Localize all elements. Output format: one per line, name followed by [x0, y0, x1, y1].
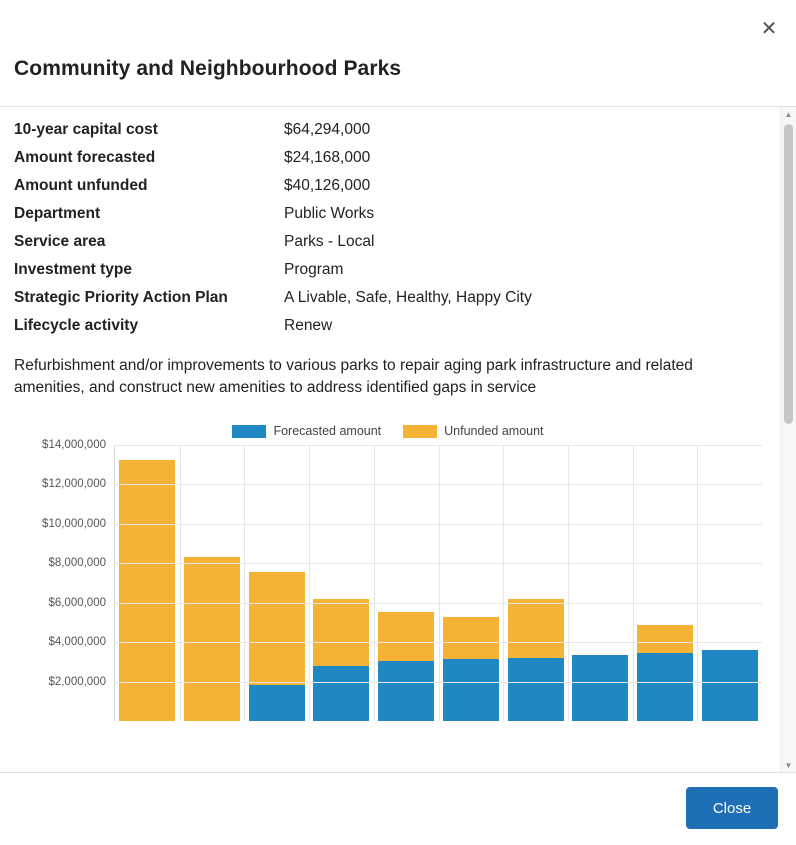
- bar-segment-forecasted: [702, 650, 758, 721]
- bar-segment-unfunded: [508, 599, 564, 657]
- bar-segment-forecasted: [508, 658, 564, 721]
- y-axis: [14, 439, 114, 721]
- table-row: [14, 205, 532, 233]
- table-row: [14, 261, 532, 289]
- y-tick-label: $6,000,000: [48, 596, 106, 609]
- table-row: [14, 233, 532, 261]
- scrollbar-thumb[interactable]: [784, 124, 793, 424]
- vertical-scrollbar[interactable]: [780, 107, 796, 773]
- detail-label: Amount unfunded: [14, 177, 148, 194]
- detail-value: $40,126,000: [284, 177, 371, 194]
- detail-label: Amount forecasted: [14, 149, 156, 166]
- legend-label-unfunded: Unfunded amount: [444, 424, 544, 438]
- details-table: [14, 121, 532, 345]
- bar-slot: [244, 445, 309, 721]
- vertical-gridline: [633, 445, 634, 721]
- table-row: [14, 317, 532, 345]
- stacked-bar[interactable]: [249, 572, 305, 721]
- bar-slot: [568, 445, 633, 721]
- bar-segment-unfunded: [184, 557, 240, 721]
- y-tick-label: $12,000,000: [42, 478, 106, 491]
- table-row: [14, 149, 532, 177]
- chart-legend: [14, 421, 762, 441]
- detail-value: $64,294,000: [284, 121, 371, 138]
- vertical-gridline: [568, 445, 569, 721]
- legend-label-forecasted: Forecasted amount: [273, 424, 382, 438]
- stacked-bar[interactable]: [637, 625, 693, 721]
- detail-value: Parks - Local: [284, 233, 375, 250]
- bar-slot: [309, 445, 374, 721]
- close-icon[interactable]: ✕: [756, 16, 782, 42]
- legend-swatch-forecasted: [232, 425, 266, 438]
- bar-segment-unfunded: [443, 617, 499, 659]
- stacked-bar[interactable]: [702, 650, 758, 721]
- description-text: Refurbishment and/or improvements to various parks to repair aging park infrastructure and related amenities, and construct new amenities to address identified gaps in service: [14, 357, 693, 396]
- y-tick-label: $8,000,000: [48, 557, 106, 570]
- detail-label: Lifecycle activity: [14, 317, 139, 334]
- vertical-gridline: [309, 445, 310, 721]
- detail-value: A Livable, Safe, Healthy, Happy City: [284, 289, 532, 306]
- close-button[interactable]: Close: [686, 787, 778, 829]
- stacked-bar[interactable]: [443, 617, 499, 721]
- y-tick-label: $2,000,000: [48, 675, 106, 688]
- bar-segment-unfunded: [637, 625, 693, 653]
- detail-value: Public Works: [284, 205, 375, 222]
- bar-slot: [633, 445, 698, 721]
- legend-item-unfunded: [403, 424, 543, 438]
- bar-segment-unfunded: [313, 599, 369, 666]
- detail-label: Department: [14, 205, 101, 222]
- stacked-bar[interactable]: [184, 557, 240, 721]
- y-tick-label: $14,000,000: [42, 439, 106, 451]
- bar-segment-forecasted: [572, 655, 628, 721]
- vertical-gridline: [439, 445, 440, 721]
- bar-slot: [439, 445, 504, 721]
- modal-body: [0, 107, 796, 773]
- stacked-bar[interactable]: [313, 599, 369, 721]
- capital-cost-chart: [14, 421, 762, 751]
- bar-slot: [180, 445, 245, 721]
- vertical-gridline: [697, 445, 698, 721]
- bar-slot: [374, 445, 439, 721]
- detail-label: Strategic Priority Action Plan: [14, 289, 228, 306]
- bar-segment-forecasted: [313, 666, 369, 721]
- y-tick-label: $10,000,000: [42, 517, 106, 530]
- bar-segment-forecasted: [637, 653, 693, 721]
- scroll-down-icon[interactable]: ▼: [784, 761, 793, 770]
- stacked-bar[interactable]: [572, 655, 628, 721]
- detail-value: Program: [284, 261, 344, 278]
- detail-label: Investment type: [14, 261, 133, 278]
- vertical-gridline: [503, 445, 504, 721]
- vertical-gridline: [180, 445, 181, 721]
- y-tick-label: $4,000,000: [48, 636, 106, 649]
- detail-value: Renew: [284, 317, 333, 334]
- plot-area: [114, 445, 762, 721]
- bar-segment-unfunded: [378, 612, 434, 661]
- vertical-gridline: [244, 445, 245, 721]
- chart-plot: [14, 439, 762, 745]
- scroll-up-icon[interactable]: ▲: [784, 110, 793, 119]
- detail-label: 10-year capital cost: [14, 121, 158, 138]
- legend-item-forecasted: [232, 424, 381, 438]
- modal-footer: [0, 773, 796, 845]
- detail-label: Service area: [14, 233, 106, 250]
- table-row: [14, 289, 532, 317]
- bar-slot: [697, 445, 762, 721]
- detail-value: $24,168,000: [284, 149, 371, 166]
- bar-segment-forecasted: [443, 659, 499, 721]
- bar-slot: [503, 445, 568, 721]
- bar-slot: [115, 445, 180, 721]
- stacked-bar[interactable]: [508, 599, 564, 721]
- vertical-gridline: [374, 445, 375, 721]
- legend-swatch-unfunded: [403, 425, 437, 438]
- stacked-bar[interactable]: [378, 612, 434, 721]
- page-title: Community and Neighbourhood Parks: [14, 57, 402, 80]
- bar-segment-forecasted: [378, 661, 434, 721]
- table-row: [14, 121, 532, 149]
- bar-segment-forecasted: [249, 685, 305, 721]
- bar-segment-unfunded: [249, 572, 305, 684]
- table-row: [14, 177, 532, 205]
